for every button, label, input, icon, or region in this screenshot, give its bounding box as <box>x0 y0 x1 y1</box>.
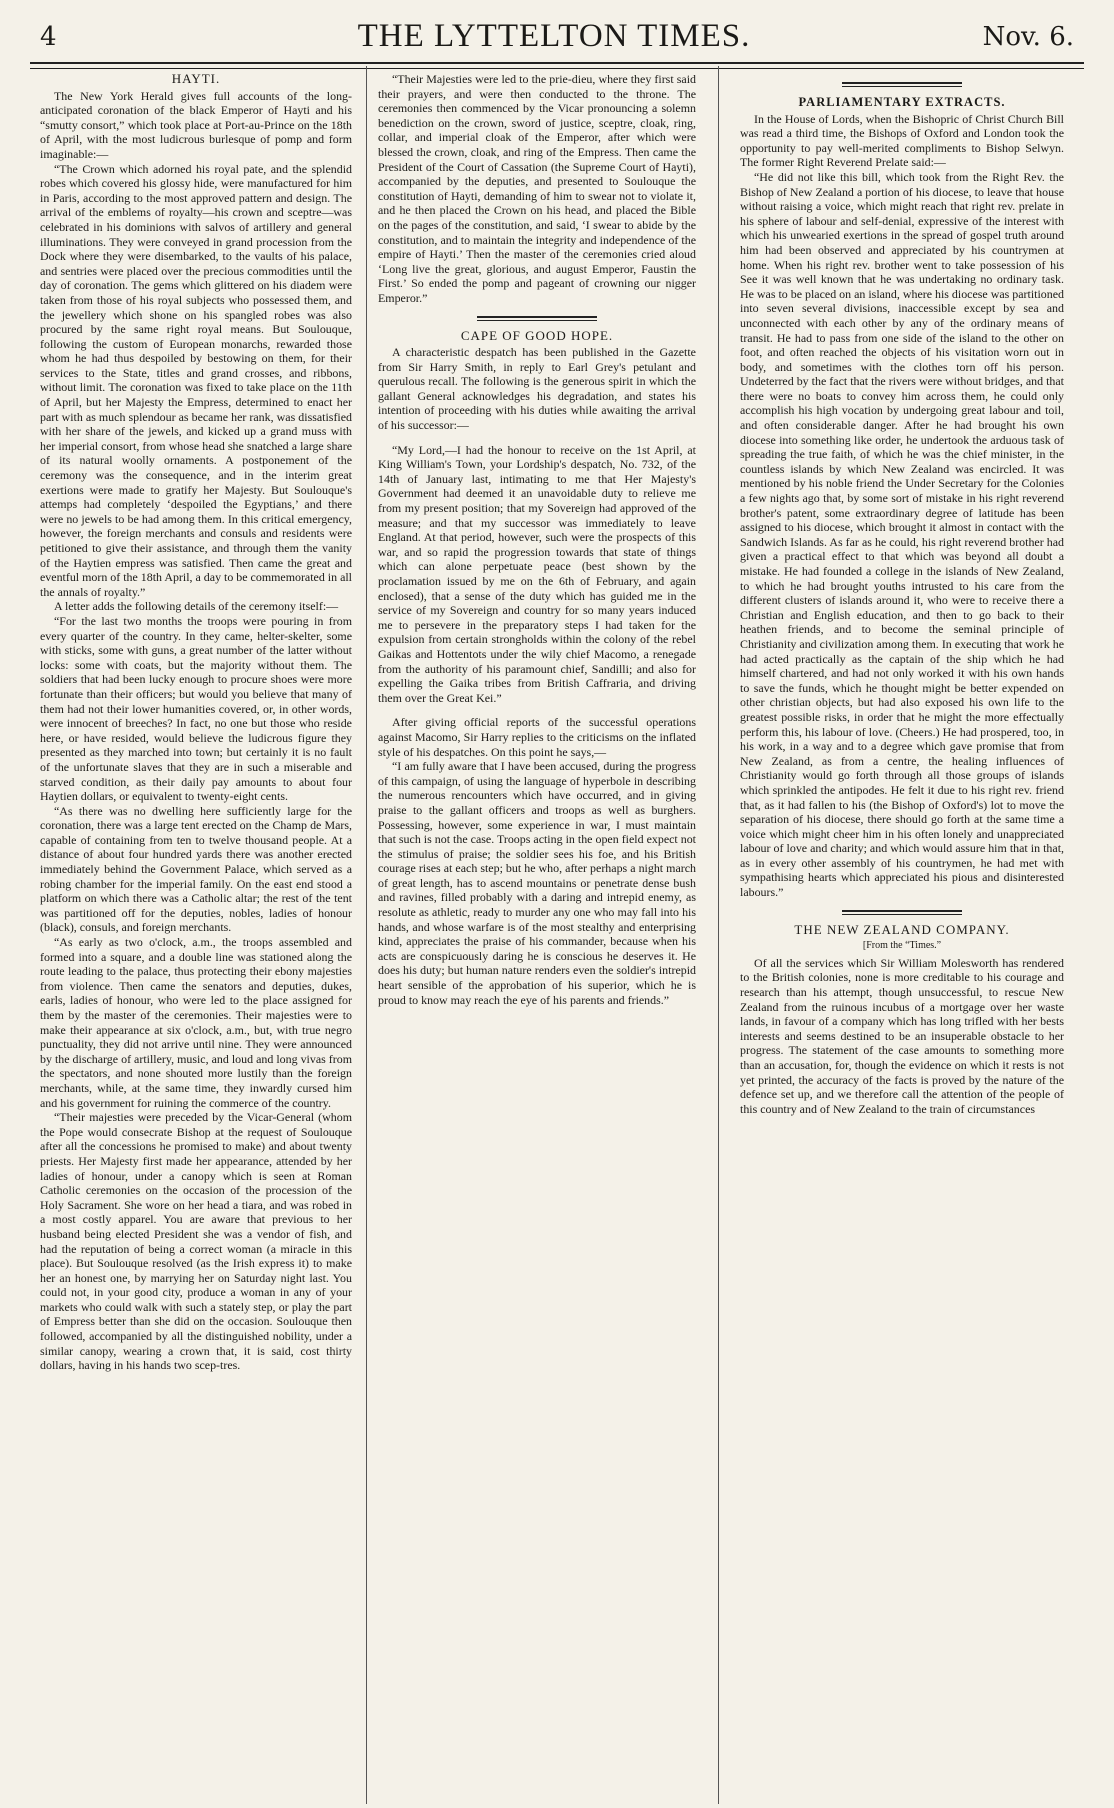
article-heading-hayti: HAYTI. <box>171 72 221 86</box>
masthead-rule <box>30 62 1084 69</box>
article-paragraph: “My Lord,—I had the honour to receive on the 1st April, at King William's Town, your Lordship's despatch, No. 732, of the 14th of January last, intimating to me that Her Majesty's Government had deemed it an unavoidable duty to relieve me from my present position; that my Sovereign had approved of the measure; and that my successor was immediately to leave England. At that period, however, such were the prospects of this war, and so rapid the progression towards that state of things which can alone perpetuate peace (best shown by the proclamation issued by me on the 6th of February, and again enclosed), that a sense of the duty which has guided me in the service of my Sovereign and country for so many years induced me to persevere in the preparatory steps I had taken for the expulsion from certain strongholds within the colony of the rebel Gaikas and Hottentots under the wily chief Macomo, a renegade from the authority of his paramount chief, Sandilli; and also for expelling the Gaika tribes from British Caffraria, and driving them over the Great Kei.” <box>378 442 696 705</box>
article-paragraph: “Their majesties were preceded by the Vicar-General (whom the Pope would consecrate Bishop at the request of Soulouque after all the concessions he promised to make) and about twenty priests. Her Majesty first made her appearance, attended by her ladies of honour, under a canopy which is seen at Roman Catholic ceremonies on the occasion of the procession of the Holy Sacrament. She wore on her head a tiara, and was robed in a most costly apparel. You are aware that previous to her husband being elected President she was a vendor of fish, and had the reputation of being a correct woman (a miracle in this place). But Soulouque resolved (as the Irish express it) to make her an honest one, by marrying her on Saturday night last. You could not, in your good city, produce a woman in any of your markets who could walk with such a stately step, or play the part of Empress better than she did on the occasion. Soulouque then followed, accompanied by all the distinguished nobility, under a similar canopy, wearing a crown that, it is said, cost thirty dollars, having in his hands two scep-tres. <box>40 1110 352 1373</box>
article-separator <box>842 82 962 87</box>
article-paragraph: “He did not like this bill, which took from the Right Rev. the Bishop of New Zealand a portion of his diocese, to leave that house without raising a voice, which might reach that right rev. prelate in his sphere of labour and self-denial, expressive of the interest with which his unwearied exertions in the spread of gospel truth around him had been observed and appreciated by his countrymen at home. When his right rev. brother went to take possession of his See it was well known that he was undertaking no ordinary task. He was to be placed on an island, where his diocese was partitioned into seven several divisions, inaccessible except by sea and unconnected with each other by any of the ordinary means of transit. He had to pass from one side of the island to the other on foot, and often reached the objects of his visitation worn out in body, and sometimes with the clothes torn off his person. Undeterred by the fact that the rivers were without bridges, and that there were no boats to convey him across them, he could only accomplish his high vocation by undergoing great labour and toil, and often considerable danger. After he had brought his own diocese into something like order, he undertook the arduous task of spreading the true faith, of which he was the chief minister, in the countless islands by which New Zealand was encircled. It was mentioned by his noble friend the Under Secretary for the Colonies a few nights ago that, by some sort of mistake in his right reverend brother's patent, some extraordinary degree of latitude has been assigned to his diocese, which brought it almost in contact with the Sandwich Islands. As far as he could, his right reverend brother had given a practical effect to that which was beyond all doubt a mistake. He had founded a college in the islands of New Zealand, to which he had brought youths intrusted to his care from the different clusters of islands around it, who were to receive there a Christian and English education, and then to go back to their heathen friends, and to become the seminal principle of Christianity and civilization among them. In executing that work he had acted practically as the captain of the ship which he had himself chartered, and had not only worked it with his own hands to save the funds, which he thought might be better expended on other christian objects, but had also exposed his own life to the greatest possible risks, in order that he might the more effectually perform this, his labour of love. (Cheers.) He had prospered, too, in his work, in a way and to a degree which gave promise that from New Zealand, as from a centre, the healing influences of Christianity would go forth through all those groups of islands which sprinkled the antipodes. He felt it due to his right rev. friend that, as it had fallen to his (the Bishop of Oxford's) lot to move the separation of his diocese, there should go forth at the same time a voice which might cheer him in his often lonely and unappreciated labour of love and charity; and which would assure him that in that, as in every other assembly of his countrymen, he had met with sympathising hearts which appreciated his pious and disinterested labours.” <box>740 169 1064 900</box>
article-paragraph: “The Crown which adorned his royal pate, and the splendid robes which covered his glossy hide, were manufactured for him in Paris, according to the most approved pattern and design. The arrival of the emblems of royalty—his crown and sceptre—was celebrated in his dominions with salvos of artillery and general illuminations. They were conveyed in grand procession from the Dock where they were disembarked, to the vaults of his palace, and sentries were placed over the precious commodities until the day of coronation. The gems which glittered on his diadem were taken from those of his royal subjects who possessed them, and the jewellery which shone on his spangled robes was also procured by the same right royal means. But Soulouque, following the custom of European monarchs, rewarded those whom he had thus despoiled by bestowing on them, for their services to the State, titles and grand crosses, and ribbons, without limit. The coronation was fixed to take place on the 11th of April, but her Majesty the Empress, determined to enact her part with as much splendour as became her rank, was dissatisfied with her share of the jewels, and kicked up a grand muss with her imperial consort, from whose head she snatched a large share of its natural woolly ornaments. A postponement of the ceremony was the consequence, and in the interim great exertions were made to gratify her Majesty. But Soulouque's attemps had completely ‘despoiled the Egyptians,’ and there were no jewels to be had among them. In this critical emergency, however, the foreign merchants and consuls and residents were petitioned to give their assistance, and through them the vanity of the Haytien empress was satisfied. Then came the great and eventful morn of the 18th April, a day to be commemorated in all the annals of royalty.” <box>40 161 352 599</box>
column-2 <box>378 72 696 1800</box>
article-paragraph: A characteristic despatch has been published in the Gazette from Sir Harry Smith, in reply to Earl Grey's petulant and querulous recall. The following is the generous spirit in which the gallant General acknowledges his degradation, and states his intention of proceeding with his duties while awaiting the arrival of his successor:— <box>378 345 696 433</box>
article-paragraph: “I am fully aware that I have been accused, during the progress of this campaign, of using the language of hyperbole in describing the numerous rencounters which have occurred, and in giving praise to the gallant officers and troops as well as burghers. Possessing, however, some experience in war, I must maintain that such is not the case. Troops acting in the open field expect not the stimulus of praise; the soldier sees his foe, and his British courage rises at each step; but he who, after perhaps a night march of great length, has to ascend mountains or penetrate dense bush and ravines, filled probably with a daring and intrepid enemy, as resolute as athletic, ready to murder any one who may fall into his hands, and whose warfare is of the most stealthy and enterprising kind, appreciates the praise of his commander, because when his acts are conspicuously daring he is conscious he deserves it. He does his duty; but human nature renders even the soldier's intrepid heart sensible of the approbation of his superior, which he is proud to know may reach the eye of his parents and friends.” <box>378 759 696 1007</box>
article-paragraph: Of all the services which Sir William Molesworth has rendered to the British colonies, none is more creditable to his courage and research than his attempt, though unsuccessful, to rescue New Zealand from the ruinous incubus of a mortgage over her waste lands, in favour of a company which has long trifled with her bests interests and seems destined to be an insuperable obstacle to her progress. The statement of the case amounts to something more than an accusation, for, though the evidence on which it rests is not yet printed, the accuracy of the facts is proved by the nature of the defence set up, and we therefore call the attention of the people of this country and of New Zealand to the train of circumstances <box>740 955 1064 1116</box>
article-paragraph: “For the last two months the troops were pouring in from every quarter of the country. In they came, helter-skelter, some with sticks, some with guns, a great number of the latter without locks: some with coats, but the majority without them. The soldiers that had been lucky enough to procure shoes were more fortunate than their officers; but would you believe that many of them had not their lower humanities covered, or, in other words, were innocent of breeches? In fact, no one but those who reside here, or have resided, would believe the ludicrous figure they presented as they marched into town; but certainly it is no fault of the unfortunate slaves that they are in such a miserable and starved condition, as their daily pay amounts to about four Haytien dollars, or equivalent to twenty-eight cents. <box>40 613 352 804</box>
article-paragraph: The New York Herald gives full accounts of the long-anticipated coronation of the black Emperor of Hayti and his “smutty consort,” which took place at Port-au-Prince on the 18th of April, with the most ludicrous burlesque of pomp and form imaginable:— <box>40 88 352 161</box>
masthead <box>30 14 1078 58</box>
column-divider <box>718 66 719 1804</box>
article-paragraph: “As early as two o'clock, a.m., the troops assembled and formed into a square, and a double line was stationed along the route leading to the palace, thus protecting their ebony majesties from violence. Then came the senators and deputies, dukes, earls, ladies of honour, who were led to the place assigned for them by the master of the ceremonies. Their majesties were to make their appearance at six o'clock, a.m., but, with true negro punctuality, they did not arrive until nine. They were announced by the discharge of artillery, music, and loud and long vivas from the spectators, and none shouted more lustily than the foreign merchants, while, at the same time, they inwardly cursed him and his government for ruining the commerce of the country. <box>40 935 352 1110</box>
article-separator <box>842 910 962 915</box>
newspaper-title: THE LYTTELTON TIMES. <box>357 18 751 54</box>
article-paragraph: After giving official reports of the successful operations against Macomo, Sir Harry replies to the criticisms on the inflated style of his despatches. On this point he says,— <box>378 715 696 759</box>
article-heading-parliament: PARLIAMENTARY EXTRACTS. <box>798 95 1006 109</box>
column-1 <box>40 72 352 1800</box>
article-heading-nz-company: THE NEW ZEALAND COMPANY. <box>794 921 1010 937</box>
article-paragraph: In the House of Lords, when the Bishopric of Christ Church Bill was read a third time, the Bishops of Oxford and London took the opportunity to pay well-merited compliments to Bishop Selwyn. The former Right Reverend Prelate said:— <box>740 111 1064 170</box>
issue-date: Nov. 6. <box>982 22 1074 52</box>
article-paragraph: “As there was no dwelling here sufficiently large for the coronation, there was a large tent erected on the Champ de Mars, capable of containing from ten to twelve thousand people. At a distance of about four hundred yards there was another erected immediately behind the Government Palace, which served as a robing chamber for the imperial family. On the east end stood a platform on which there was a Catholic altar; the rest of the tent was partitioned off for the deputies, nobles, ladies of honour (black), consuls, and foreign merchants. <box>40 803 352 935</box>
column-divider <box>366 66 367 1804</box>
article-paragraph: A letter adds the following details of the ceremony itself:— <box>54 599 339 614</box>
article-separator <box>477 316 597 321</box>
column-3 <box>740 72 1064 1800</box>
article-paragraph: “Their Majesties were led to the prie-dieu, where they first said their prayers, and were then conducted to the throne. The ceremonies then commenced by the Vicar pronouncing a solemn benediction on the crown, sword of justice, sceptre, cloak, ring, collar, and imperial cloak of the Emperor, after which were blessed the crown, cloak, and ring of the Empress. Then came the President of the Court of Cassation (the Supreme Court of Hayti), accompanied by the deputies, and presented to Soulouque the constitution of Hayti, demanding of him to swear not to violate it, and he then placed the Crown on his head, and placed the Bible on the pages of the constitution, and said, ‘I swear to abide by the constitution, and to maintain the integrity and independence of the empire of Hayti.’ Then the master of the ceremonies cried aloud ‘Long live the great, glorious, and august Emperor, Faustin the First.’ So ended the pomp and pageant of crowning our nigger Emperor.” <box>378 72 696 305</box>
article-source: [From the “Times.” <box>862 940 942 952</box>
article-heading-cape: CAPE OF GOOD HOPE. <box>460 327 614 343</box>
page-number: 4 <box>40 22 57 52</box>
